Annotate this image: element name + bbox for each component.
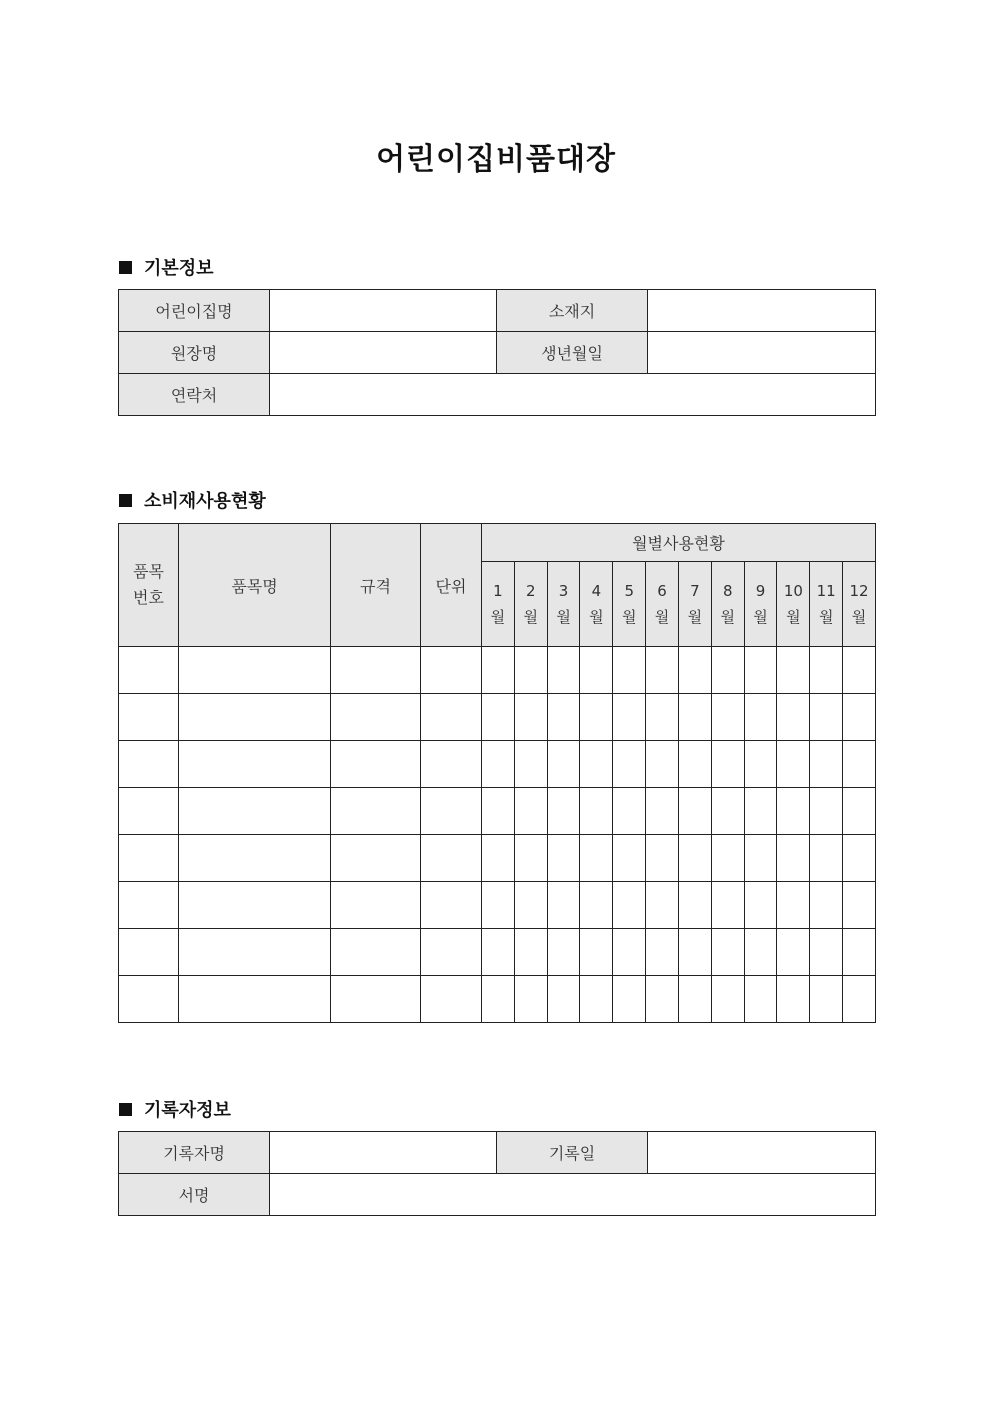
month-usage-cell-2[interactable] — [514, 976, 547, 1023]
month-usage-cell-11[interactable] — [810, 788, 843, 835]
month-usage-cell-6[interactable] — [646, 976, 679, 1023]
month-number: 8 — [722, 582, 733, 600]
month-usage-cell-10[interactable] — [777, 882, 810, 929]
unit-cell[interactable] — [421, 694, 482, 741]
daycare-name-field[interactable] — [270, 290, 497, 332]
month-usage-cell-7[interactable] — [678, 835, 711, 882]
month-header-4 — [580, 562, 613, 647]
item-name-cell[interactable] — [179, 647, 331, 694]
month-header-7 — [678, 562, 711, 647]
month-usage-cell-6[interactable] — [646, 835, 679, 882]
month-usage-cell-2[interactable] — [514, 694, 547, 741]
item-no-cell[interactable] — [119, 694, 179, 741]
daycare-name-label: 어린이집명 — [119, 290, 270, 332]
signature-field[interactable] — [270, 1174, 876, 1216]
month-unit: 월 — [556, 608, 571, 626]
month-usage-cell-11[interactable] — [810, 741, 843, 788]
recorder-name-field[interactable] — [270, 1132, 497, 1174]
month-usage-cell-8[interactable] — [711, 741, 744, 788]
month-usage-cell-11[interactable] — [810, 929, 843, 976]
item-name-cell[interactable] — [179, 882, 331, 929]
month-usage-cell-12[interactable] — [843, 882, 876, 929]
month-number: 11 — [816, 582, 836, 600]
month-usage-cell-9[interactable] — [744, 788, 777, 835]
month-usage-cell-8[interactable] — [711, 835, 744, 882]
month-usage-cell-3[interactable] — [547, 741, 580, 788]
basic-info-heading — [119, 254, 214, 280]
record-date-label: 기록일 — [497, 1132, 648, 1174]
signature-label: 서명 — [119, 1174, 270, 1216]
item-name-cell[interactable] — [179, 929, 331, 976]
item-name-cell[interactable] — [179, 694, 331, 741]
item-no-label — [119, 559, 178, 611]
recorder-name-label: 기록자명 — [119, 1132, 270, 1174]
month-usage-cell-6[interactable] — [646, 647, 679, 694]
month-usage-cell-11[interactable] — [810, 976, 843, 1023]
month-usage-cell-12[interactable] — [843, 929, 876, 976]
unit-cell[interactable] — [421, 929, 482, 976]
month-usage-cell-10[interactable] — [777, 976, 810, 1023]
month-unit: 월 — [720, 608, 735, 626]
item-name-cell[interactable] — [179, 976, 331, 1023]
recorder-heading-text: 기록자정보 — [144, 1100, 231, 1121]
usage-heading — [119, 487, 266, 513]
month-usage-cell-8[interactable] — [711, 976, 744, 1023]
month-usage-cell-1[interactable] — [482, 835, 515, 882]
month-usage-cell-6[interactable] — [646, 741, 679, 788]
month-usage-cell-1[interactable] — [482, 647, 515, 694]
item-no-cell[interactable] — [119, 788, 179, 835]
table-row — [119, 741, 876, 788]
month-usage-cell-9[interactable] — [744, 694, 777, 741]
month-header-6 — [646, 562, 679, 647]
item-name-cell[interactable] — [179, 835, 331, 882]
month-usage-cell-4[interactable] — [580, 788, 613, 835]
record-date-field[interactable] — [648, 1132, 876, 1174]
item-no-label-line: 품목 — [133, 562, 164, 581]
month-unit: 월 — [523, 608, 538, 626]
month-usage-cell-6[interactable] — [646, 929, 679, 976]
month-number: 2 — [525, 582, 536, 600]
spec-cell[interactable] — [331, 882, 421, 929]
month-usage-cell-8[interactable] — [711, 694, 744, 741]
unit-cell[interactable] — [421, 647, 482, 694]
item-name-header: 품목명 — [179, 524, 331, 647]
month-header-10 — [777, 562, 810, 647]
unit-cell[interactable] — [421, 882, 482, 929]
month-usage-cell-7[interactable] — [678, 647, 711, 694]
month-usage-cell-10[interactable] — [777, 788, 810, 835]
month-usage-cell-9[interactable] — [744, 929, 777, 976]
month-usage-cell-10[interactable] — [777, 835, 810, 882]
month-usage-cell-5[interactable] — [613, 882, 646, 929]
month-usage-cell-8[interactable] — [711, 929, 744, 976]
item-no-cell[interactable] — [119, 835, 179, 882]
month-usage-cell-5[interactable] — [613, 788, 646, 835]
usage-table — [118, 523, 876, 1023]
month-usage-cell-1[interactable] — [482, 929, 515, 976]
month-usage-cell-12[interactable] — [843, 976, 876, 1023]
month-usage-cell-3[interactable] — [547, 647, 580, 694]
spec-cell[interactable] — [331, 835, 421, 882]
month-usage-cell-2[interactable] — [514, 835, 547, 882]
contact-field[interactable] — [270, 374, 876, 416]
month-header-12 — [843, 562, 876, 647]
director-label: 원장명 — [119, 332, 270, 374]
spec-cell[interactable] — [331, 976, 421, 1023]
month-number: 9 — [755, 582, 766, 600]
month-usage-cell-11[interactable] — [810, 835, 843, 882]
month-usage-cell-8[interactable] — [711, 647, 744, 694]
month-header-3 — [547, 562, 580, 647]
item-no-cell[interactable] — [119, 882, 179, 929]
month-unit: 월 — [687, 608, 703, 626]
basic-info-table — [118, 289, 876, 416]
month-usage-cell-4[interactable] — [580, 976, 613, 1023]
month-number: 12 — [849, 582, 869, 600]
month-usage-cell-5[interactable] — [613, 976, 646, 1023]
month-header-1 — [482, 562, 515, 647]
month-usage-cell-12[interactable] — [843, 741, 876, 788]
month-usage-cell-11[interactable] — [810, 647, 843, 694]
month-usage-cell-3[interactable] — [547, 976, 580, 1023]
item-no-cell[interactable] — [119, 741, 179, 788]
table-row — [119, 788, 876, 835]
month-usage-cell-5[interactable] — [613, 647, 646, 694]
spec-cell[interactable] — [331, 694, 421, 741]
square-bullet-icon — [119, 261, 132, 274]
month-usage-cell-8[interactable] — [711, 788, 744, 835]
table-row — [119, 835, 876, 882]
month-usage-cell-7[interactable] — [678, 788, 711, 835]
month-unit: 월 — [851, 608, 867, 626]
month-usage-cell-1[interactable] — [482, 741, 515, 788]
month-usage-cell-3[interactable] — [547, 882, 580, 929]
month-unit: 월 — [654, 608, 670, 626]
month-usage-cell-11[interactable] — [810, 882, 843, 929]
item-no-cell[interactable] — [119, 647, 179, 694]
month-unit: 월 — [589, 608, 604, 626]
month-usage-cell-1[interactable] — [482, 882, 515, 929]
month-usage-cell-10[interactable] — [777, 694, 810, 741]
usage-heading-text: 소비재사용현황 — [144, 491, 266, 512]
month-usage-cell-4[interactable] — [580, 647, 613, 694]
month-usage-cell-3[interactable] — [547, 694, 580, 741]
contact-label: 연락처 — [119, 374, 270, 416]
month-usage-cell-3[interactable] — [547, 929, 580, 976]
month-usage-cell-5[interactable] — [613, 741, 646, 788]
month-usage-cell-11[interactable] — [810, 694, 843, 741]
month-usage-cell-6[interactable] — [646, 694, 679, 741]
monthly-usage-header: 월별사용현황 — [482, 524, 876, 562]
month-unit: 월 — [786, 608, 801, 626]
birthdate-field[interactable] — [648, 332, 876, 374]
table-row — [119, 929, 876, 976]
item-no-cell[interactable] — [119, 976, 179, 1023]
item-name-cell[interactable] — [179, 788, 331, 835]
month-usage-cell-7[interactable] — [678, 741, 711, 788]
month-usage-cell-2[interactable] — [514, 929, 547, 976]
month-number: 3 — [558, 582, 569, 600]
month-usage-cell-2[interactable] — [514, 741, 547, 788]
basic-info-heading-text: 기본정보 — [144, 258, 214, 279]
month-usage-cell-6[interactable] — [646, 882, 679, 929]
item-no-header — [119, 524, 179, 647]
month-usage-cell-9[interactable] — [744, 976, 777, 1023]
month-usage-cell-1[interactable] — [482, 694, 515, 741]
month-number: 4 — [591, 582, 602, 600]
location-label: 소재지 — [497, 290, 648, 332]
month-number: 1 — [493, 582, 503, 600]
month-usage-cell-7[interactable] — [678, 929, 711, 976]
unit-header: 단위 — [421, 524, 482, 647]
month-usage-cell-5[interactable] — [613, 835, 646, 882]
spec-cell[interactable] — [331, 788, 421, 835]
month-usage-cell-9[interactable] — [744, 835, 777, 882]
spec-header: 규격 — [331, 524, 421, 647]
director-field[interactable] — [270, 332, 497, 374]
month-unit: 월 — [621, 608, 637, 626]
unit-cell[interactable] — [421, 976, 482, 1023]
month-unit: 월 — [490, 608, 506, 626]
month-header-9 — [744, 562, 777, 647]
month-usage-cell-8[interactable] — [711, 882, 744, 929]
month-usage-cell-10[interactable] — [777, 741, 810, 788]
month-usage-cell-7[interactable] — [678, 694, 711, 741]
table-row — [119, 882, 876, 929]
month-usage-cell-12[interactable] — [843, 647, 876, 694]
spec-cell[interactable] — [331, 741, 421, 788]
unit-cell[interactable] — [421, 788, 482, 835]
unit-cell[interactable] — [421, 835, 482, 882]
month-usage-cell-9[interactable] — [744, 741, 777, 788]
table-row — [119, 647, 876, 694]
table-row — [119, 976, 876, 1023]
month-unit: 월 — [818, 608, 834, 626]
item-name-cell[interactable] — [179, 741, 331, 788]
month-usage-cell-7[interactable] — [678, 882, 711, 929]
month-number: 10 — [783, 582, 803, 600]
month-usage-cell-6[interactable] — [646, 788, 679, 835]
recorder-heading — [119, 1096, 231, 1122]
month-usage-cell-12[interactable] — [843, 694, 876, 741]
spec-cell[interactable] — [331, 647, 421, 694]
month-usage-cell-10[interactable] — [777, 929, 810, 976]
birthdate-label: 생년월일 — [497, 332, 648, 374]
month-usage-cell-4[interactable] — [580, 741, 613, 788]
month-header-11 — [810, 562, 843, 647]
spec-cell[interactable] — [331, 929, 421, 976]
month-usage-cell-1[interactable] — [482, 976, 515, 1023]
month-usage-cell-4[interactable] — [580, 835, 613, 882]
page-title: 어린이집비품대장 — [376, 142, 616, 177]
month-usage-cell-9[interactable] — [744, 647, 777, 694]
month-usage-cell-4[interactable] — [580, 929, 613, 976]
month-usage-cell-5[interactable] — [613, 929, 646, 976]
month-number: 6 — [657, 582, 667, 600]
month-usage-cell-2[interactable] — [514, 788, 547, 835]
month-usage-cell-4[interactable] — [580, 694, 613, 741]
month-usage-cell-12[interactable] — [843, 835, 876, 882]
location-field[interactable] — [648, 290, 876, 332]
month-usage-cell-3[interactable] — [547, 835, 580, 882]
month-number: 5 — [624, 582, 634, 600]
month-usage-cell-4[interactable] — [580, 882, 613, 929]
recorder-table — [118, 1131, 876, 1216]
month-usage-cell-9[interactable] — [744, 882, 777, 929]
month-usage-cell-2[interactable] — [514, 647, 547, 694]
month-number: 7 — [690, 582, 700, 600]
month-unit: 월 — [753, 608, 768, 626]
table-row — [119, 694, 876, 741]
month-usage-cell-1[interactable] — [482, 788, 515, 835]
month-usage-cell-3[interactable] — [547, 788, 580, 835]
item-no-cell[interactable] — [119, 929, 179, 976]
month-usage-cell-10[interactable] — [777, 647, 810, 694]
month-usage-cell-5[interactable] — [613, 694, 646, 741]
month-usage-cell-7[interactable] — [678, 976, 711, 1023]
square-bullet-icon — [119, 1103, 132, 1116]
month-header-2 — [514, 562, 547, 647]
month-usage-cell-2[interactable] — [514, 882, 547, 929]
square-bullet-icon — [119, 494, 132, 507]
month-header-8 — [711, 562, 744, 647]
month-header-5 — [613, 562, 646, 647]
item-no-label-line: 번호 — [133, 588, 164, 607]
unit-cell[interactable] — [421, 741, 482, 788]
month-usage-cell-12[interactable] — [843, 788, 876, 835]
